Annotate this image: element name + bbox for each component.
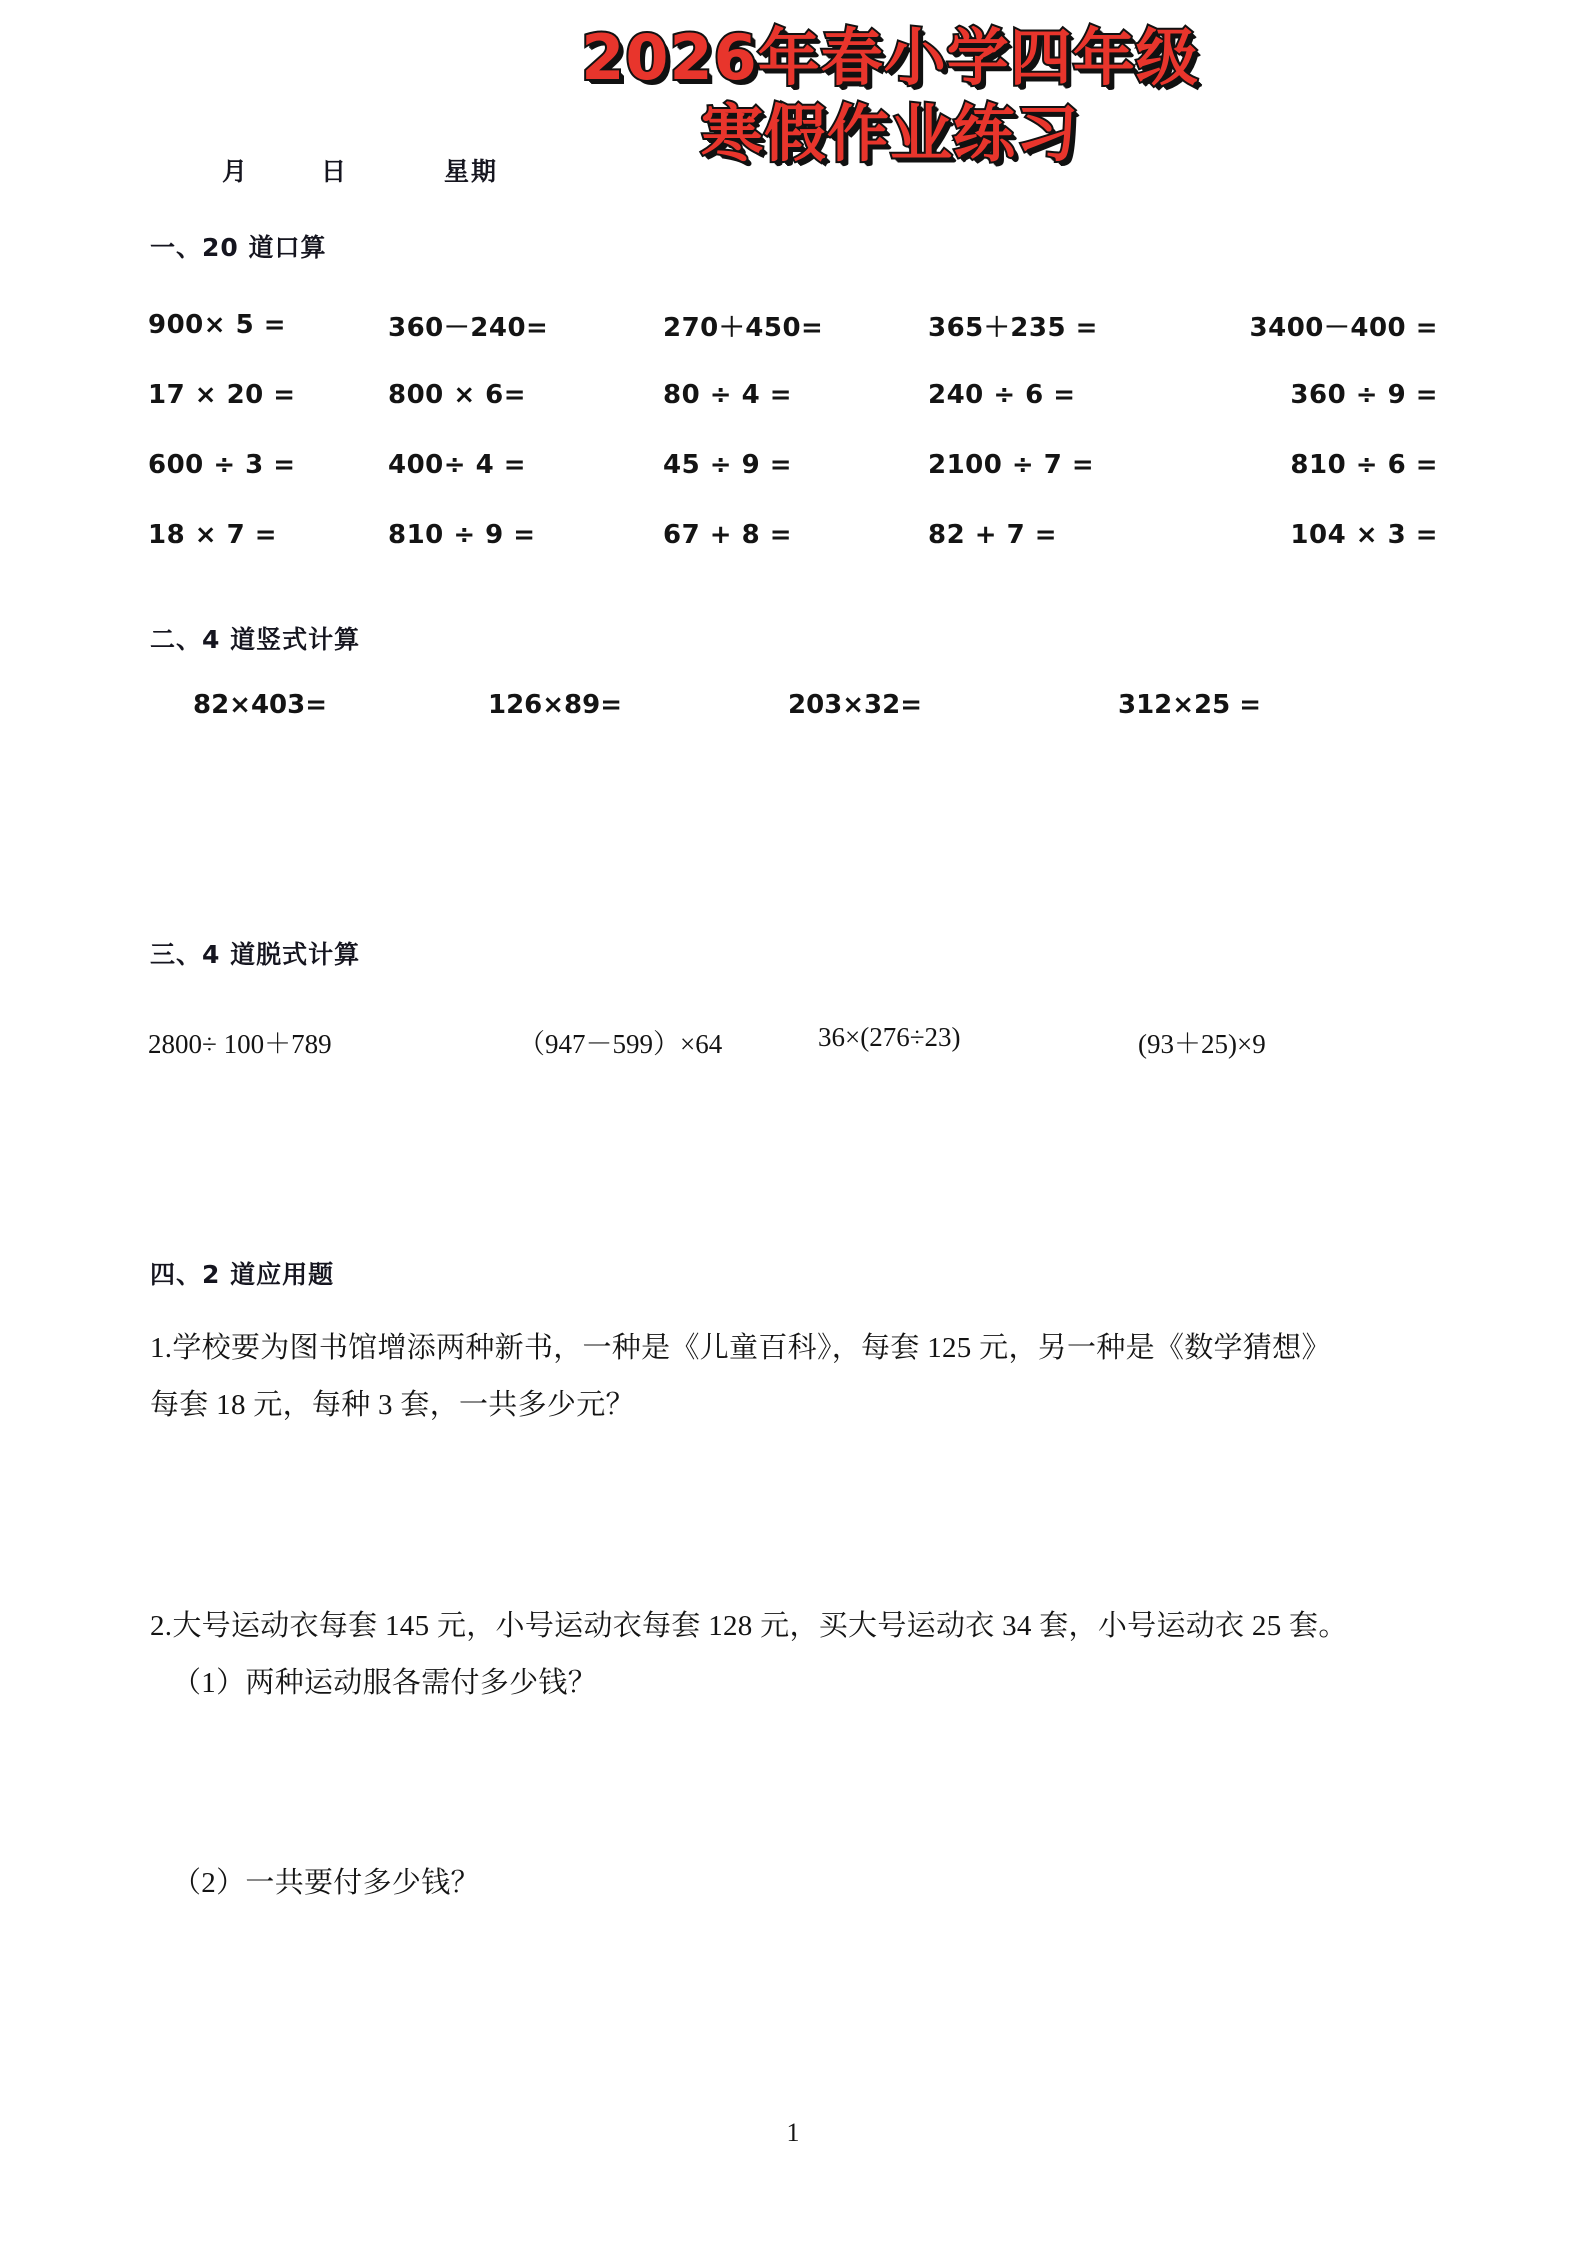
vertical-problem: 203×32= <box>788 690 923 720</box>
oral-problem: 270＋450= <box>663 312 824 343</box>
oral-problem: 45 ÷ 9 = <box>663 450 792 480</box>
oral-problem: 900× 5 = <box>148 310 287 340</box>
worksheet-title <box>540 20 1240 171</box>
title-line-2: 寒假作业练习 <box>700 96 1079 170</box>
word-problem-2-sub-2: （2）一共要付多少钱？ <box>172 1867 480 1899</box>
oral-problem: 2100 ÷ 7 = <box>928 450 1095 480</box>
date-line <box>150 152 498 188</box>
step-problem: (93＋25)×9 <box>1138 1029 1266 1059</box>
oral-row <box>148 360 1438 430</box>
word-problem-2-part2 <box>150 1855 1440 1912</box>
page-number: 1 <box>786 2118 800 2147</box>
vertical-problem: 312×25 = <box>1118 690 1262 720</box>
oral-arithmetic-grid <box>148 290 1438 570</box>
oral-problem: 400÷ 4 = <box>388 450 527 480</box>
oral-row <box>148 290 1438 360</box>
oral-problem: 810 ÷ 6 = <box>1290 450 1438 480</box>
word-problem-2-line-1: 2.大号运动衣每套 145 元，小号运动衣每套 128 元，买大号运动衣 34 套，小号运动衣 25 套。 <box>150 1610 1348 1642</box>
oral-problem: 67 + 8 = <box>663 520 792 550</box>
section-header-vertical: 二、4 道竖式计算 <box>150 625 361 654</box>
section-header-step: 三、4 道脱式计算 <box>150 940 361 969</box>
oral-problem: 365＋235 = <box>928 312 1098 343</box>
oral-problem: 104 × 3 = <box>1290 520 1438 550</box>
oral-problem: 360 ÷ 9 = <box>1290 380 1438 410</box>
step-problem: （947－599）×64 <box>518 1029 723 1059</box>
word-problem-2 <box>150 1598 1440 1711</box>
word-problem-1-line-2: 每套 18 元，每种 3 套，一共多少元？ <box>150 1388 635 1421</box>
vertical-problem: 126×89= <box>488 690 623 720</box>
vertical-problem: 82×403= <box>193 690 328 720</box>
oral-problem: 3400－400 = <box>1249 312 1438 343</box>
oral-row <box>148 500 1438 570</box>
word-problem-1 <box>150 1320 1440 1433</box>
oral-problem: 18 × 7 = <box>148 520 277 550</box>
oral-problem: 600 ÷ 3 = <box>148 450 296 480</box>
oral-row <box>148 430 1438 500</box>
step-problem-row <box>148 1022 1448 1061</box>
month-label: 月 <box>222 157 250 186</box>
section-header-oral: 一、20 道口算 <box>150 233 327 262</box>
oral-problem: 82 + 7 = <box>928 520 1057 550</box>
oral-problem: 360－240= <box>388 312 549 343</box>
oral-problem: 800 × 6= <box>388 380 527 410</box>
title-line-1: 2026年春小学四年级 <box>581 21 1199 94</box>
step-problem: 36×(276÷23) <box>818 1022 961 1052</box>
step-problem: 2800÷ 100＋789 <box>148 1029 332 1059</box>
section-header-word: 四、2 道应用题 <box>150 1260 335 1289</box>
oral-problem: 810 ÷ 9 = <box>388 520 536 550</box>
oral-problem: 17 × 20 = <box>148 380 296 410</box>
word-problem-2-sub-1: （1）两种运动服各需付多少钱？ <box>172 1666 598 1699</box>
word-problem-1-line-1: 1.学校要为图书馆增添两种新书，一种是《儿童百科》，每套 125 元，另一种是《数学猜想》 <box>150 1332 1331 1364</box>
oral-problem: 240 ÷ 6 = <box>928 380 1076 410</box>
oral-problem: 80 ÷ 4 = <box>663 380 792 410</box>
vertical-problem-row <box>148 690 1448 720</box>
day-label: 日 <box>321 157 349 186</box>
weekday-label: 星期 <box>444 157 499 186</box>
